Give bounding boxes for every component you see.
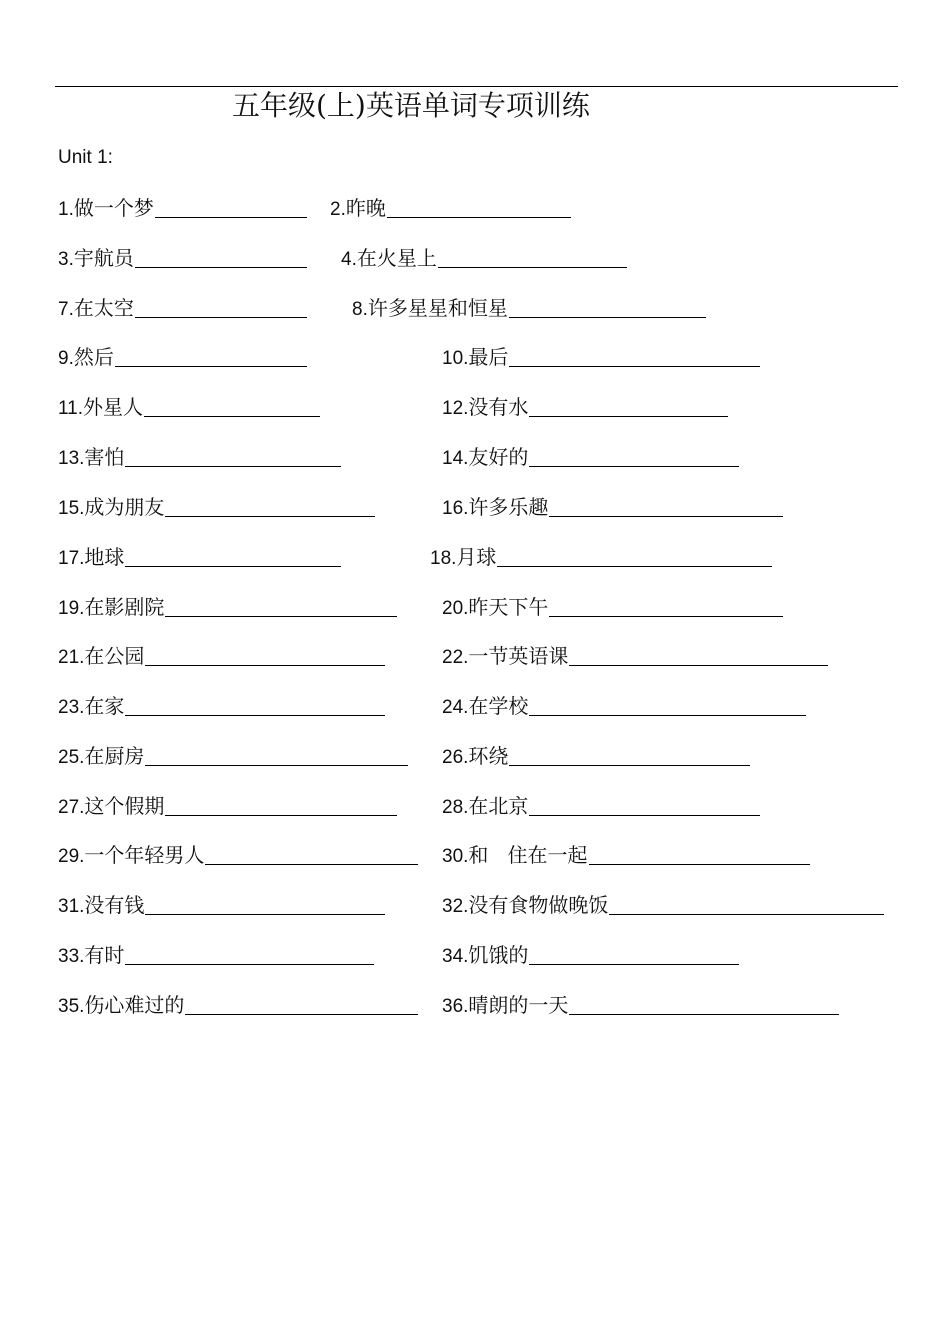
exercise-item — [442, 990, 839, 1020]
answer-blank[interactable] — [145, 647, 385, 666]
item-number: 30. — [442, 846, 469, 867]
item-prompt: 在家 — [84, 694, 125, 718]
exercise-item — [442, 641, 828, 671]
exercise-item — [442, 840, 810, 870]
item-prompt: 在厨房 — [84, 744, 145, 768]
item-number: 25. — [58, 747, 85, 768]
item-prompt: 做一个梦 — [73, 196, 154, 220]
item-number: 11. — [58, 398, 84, 419]
answer-blank[interactable] — [509, 747, 750, 766]
item-number: 26. — [442, 747, 469, 768]
item-number: 9. — [58, 348, 74, 369]
item-prompt: 一个年轻男人 — [84, 843, 205, 867]
item-prompt: 许多星星和恒星 — [367, 296, 508, 320]
answer-blank[interactable] — [549, 598, 783, 617]
item-number: 36. — [442, 996, 469, 1017]
answer-blank[interactable] — [165, 498, 375, 517]
item-prompt: 在公园 — [84, 644, 145, 668]
answer-blank[interactable] — [145, 747, 408, 766]
answer-blank[interactable] — [509, 299, 706, 318]
unit-heading: Unit 1: — [58, 147, 113, 168]
answer-blank[interactable] — [205, 846, 418, 865]
answer-blank[interactable] — [185, 996, 418, 1015]
item-number: 35. — [58, 996, 85, 1017]
exercise-item — [58, 691, 385, 721]
answer-blank[interactable] — [125, 697, 385, 716]
exercise-item — [442, 940, 739, 970]
exercise-item — [58, 492, 375, 522]
item-prompt: 和 住在一起 — [468, 843, 588, 867]
item-number: 3. — [58, 249, 74, 270]
item-prompt: 月球 — [456, 545, 497, 569]
item-prompt: 昨天下午 — [468, 595, 549, 619]
item-prompt: 没有钱 — [84, 893, 145, 917]
item-number: 32. — [442, 896, 469, 917]
item-prompt: 在太空 — [73, 296, 134, 320]
item-prompt: 环绕 — [468, 744, 509, 768]
answer-blank[interactable] — [549, 498, 783, 517]
answer-blank[interactable] — [125, 946, 374, 965]
exercise-item — [341, 243, 627, 273]
exercise-item — [58, 342, 307, 372]
item-number: 28. — [442, 797, 469, 818]
answer-blank[interactable] — [609, 896, 884, 915]
item-number: 8. — [352, 299, 368, 320]
exercise-item — [58, 890, 385, 920]
item-prompt: 晴朗的一天 — [468, 993, 569, 1017]
item-prompt: 成为朋友 — [84, 495, 165, 519]
item-prompt: 在北京 — [468, 794, 529, 818]
exercise-item — [352, 293, 706, 323]
answer-blank[interactable] — [165, 797, 397, 816]
item-prompt: 友好的 — [468, 445, 529, 469]
item-number: 4. — [341, 249, 357, 270]
exercise-item — [58, 940, 374, 970]
answer-blank[interactable] — [135, 299, 307, 318]
item-prompt: 地球 — [84, 545, 125, 569]
answer-blank[interactable] — [145, 896, 385, 915]
item-number: 15. — [58, 498, 85, 519]
item-prompt: 没有水 — [468, 395, 529, 419]
answer-blank[interactable] — [387, 199, 571, 218]
item-number: 21. — [58, 647, 85, 668]
item-number: 31. — [58, 896, 85, 917]
exercise-item — [442, 342, 760, 372]
exercise-item — [58, 990, 418, 1020]
item-number: 24. — [442, 697, 469, 718]
item-prompt: 在学校 — [468, 694, 529, 718]
answer-blank[interactable] — [135, 249, 307, 268]
item-number: 14. — [442, 448, 469, 469]
answer-blank[interactable] — [497, 548, 772, 567]
page-title: 五年级(上)英语单词专项训练 — [232, 89, 590, 122]
item-prompt: 害怕 — [84, 445, 125, 469]
exercise-item — [58, 293, 307, 323]
item-number: 7. — [58, 299, 74, 320]
answer-blank[interactable] — [529, 946, 739, 965]
item-number: 20. — [442, 598, 469, 619]
answer-blank[interactable] — [115, 348, 307, 367]
item-number: 10. — [442, 348, 469, 369]
answer-blank[interactable] — [569, 647, 828, 666]
answer-blank[interactable] — [589, 846, 810, 865]
item-prompt: 有时 — [84, 943, 125, 967]
exercise-item — [58, 840, 418, 870]
exercise-item — [442, 691, 806, 721]
item-number: 19. — [58, 598, 85, 619]
exercise-item — [58, 741, 408, 771]
answer-blank[interactable] — [438, 249, 627, 268]
item-number: 2. — [330, 199, 346, 220]
answer-blank[interactable] — [529, 398, 728, 417]
item-prompt: 宇航员 — [73, 246, 134, 270]
exercise-item — [430, 542, 772, 572]
answer-blank[interactable] — [125, 548, 341, 567]
item-prompt: 没有食物做晚饭 — [468, 893, 609, 917]
item-prompt: 这个假期 — [84, 794, 165, 818]
item-prompt: 在影剧院 — [84, 595, 165, 619]
item-number: 13. — [58, 448, 85, 469]
exercise-item — [330, 193, 571, 223]
item-prompt: 许多乐趣 — [468, 495, 549, 519]
item-prompt: 然后 — [73, 345, 114, 369]
exercise-item — [442, 392, 728, 422]
item-prompt: 昨晚 — [345, 196, 386, 220]
answer-blank[interactable] — [155, 199, 307, 218]
answer-blank[interactable] — [569, 996, 839, 1015]
exercise-item — [58, 592, 397, 622]
item-number: 34. — [442, 946, 469, 967]
item-number: 29. — [58, 846, 85, 867]
item-prompt: 饥饿的 — [468, 943, 529, 967]
exercise-item — [442, 890, 884, 920]
item-number: 1. — [58, 199, 74, 220]
item-number: 18. — [430, 548, 457, 569]
item-number: 27. — [58, 797, 85, 818]
item-prompt: 外星人 — [83, 395, 144, 419]
exercise-item — [58, 641, 385, 671]
exercise-item — [442, 791, 760, 821]
item-prompt: 最后 — [468, 345, 509, 369]
exercise-item — [58, 243, 307, 273]
exercise-item — [58, 193, 307, 223]
item-number: 12. — [442, 398, 469, 419]
answer-blank[interactable] — [529, 697, 806, 716]
exercise-item — [442, 492, 783, 522]
answer-blank[interactable] — [529, 448, 739, 467]
item-number: 33. — [58, 946, 85, 967]
exercise-item — [58, 392, 320, 422]
item-prompt: 在火星上 — [356, 246, 437, 270]
answer-blank[interactable] — [509, 348, 760, 367]
answer-blank[interactable] — [125, 448, 341, 467]
exercise-item — [442, 592, 783, 622]
answer-blank[interactable] — [144, 398, 320, 417]
item-number: 16. — [442, 498, 469, 519]
exercise-item — [442, 442, 739, 472]
item-number: 22. — [442, 647, 469, 668]
answer-blank[interactable] — [529, 797, 760, 816]
answer-blank[interactable] — [165, 598, 397, 617]
exercise-item — [58, 542, 341, 572]
item-number: 23. — [58, 697, 85, 718]
exercise-item — [58, 791, 397, 821]
item-prompt: 伤心难过的 — [84, 993, 185, 1017]
exercise-item — [442, 741, 750, 771]
item-number: 17. — [58, 548, 85, 569]
item-prompt: 一节英语课 — [468, 644, 569, 668]
exercise-item — [58, 442, 341, 472]
